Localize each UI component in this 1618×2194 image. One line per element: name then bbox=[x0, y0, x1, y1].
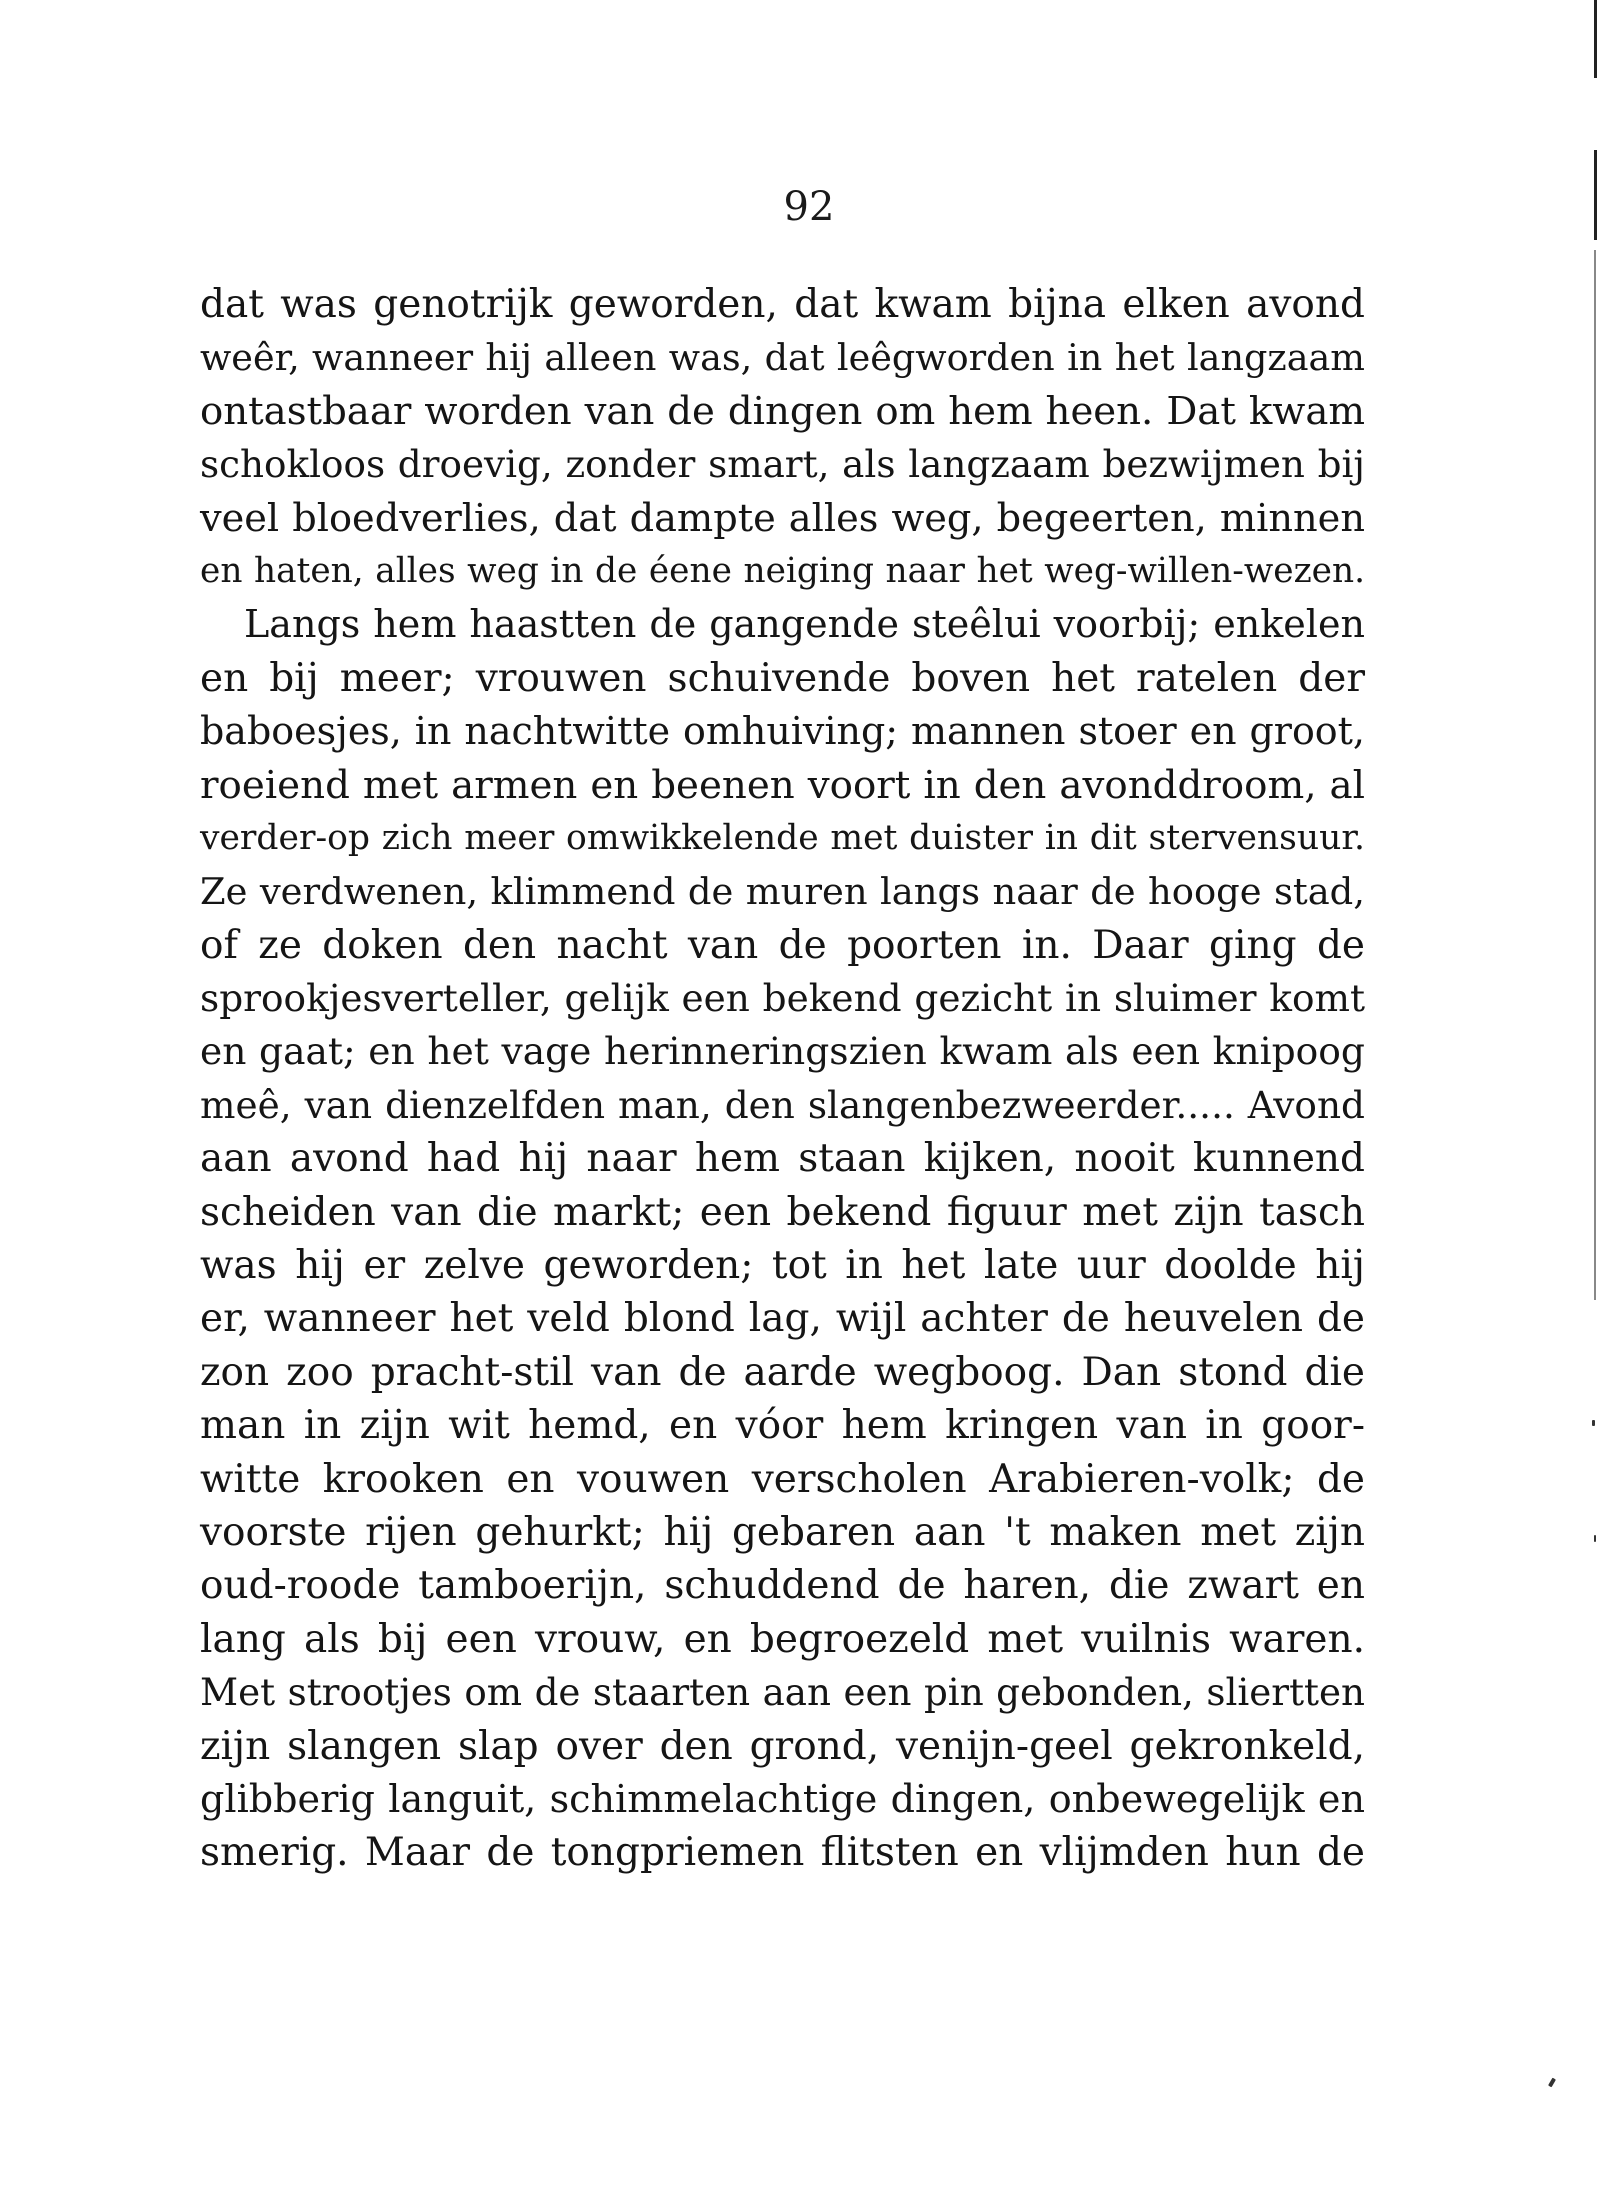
text-line: ontastbaar worden van de dingen om hem heen. Dat kwam bbox=[200, 388, 1365, 434]
text-line: weêr, wanneer hij alleen was, dat leêgworden in het langzaam bbox=[200, 336, 1365, 380]
text-line: voorste rijen gehurkt; hij gebaren aan 't maken met zijn bbox=[200, 1509, 1365, 1555]
text-line: aan avond had hij naar hem staan kijken, nooit kunnend bbox=[200, 1136, 1365, 1182]
text-line: Ze verdwenen, klimmend de muren langs naar de hooge stad, bbox=[200, 870, 1365, 914]
text-line: man in zijn wit hemd, en vóor hem kringen van in goor- bbox=[200, 1403, 1365, 1449]
text-line: en gaat; en het vage herinneringszien kwam als een knipoog bbox=[200, 1029, 1365, 1074]
text-line: en bij meer; vrouwen schuivende boven het ratelen der bbox=[200, 655, 1365, 701]
scan-speck bbox=[1592, 1420, 1595, 1426]
page-edge-mark bbox=[1594, 150, 1597, 240]
text-line: glibberig languit, schimmelachtige dingen, onbewegelijk en bbox=[200, 1776, 1365, 1821]
page-edge-mark bbox=[1594, 0, 1597, 78]
text-line: er, wanneer het veld blond lag, wijl achter de heuvelen de bbox=[200, 1296, 1365, 1342]
text-line: en haten, alles weg in de éene neiging naar het weg-willen-wezen. bbox=[200, 550, 1365, 591]
text-line: oud-roode tamboerijn, schuddend de haren, die zwart en bbox=[200, 1563, 1365, 1609]
text-line: schokloos droevig, zonder smart, als langzaam bezwijmen bij bbox=[200, 442, 1365, 487]
text-line: zon zoo pracht-stil van de aarde wegboog. Dan stond die bbox=[200, 1349, 1365, 1395]
text-line: roeiend met armen en beenen voort in den avonddroom, al bbox=[200, 762, 1365, 808]
text-line: verder-op zich meer omwikkelende met duister in dit stervensuur. bbox=[200, 817, 1365, 858]
text-line: smerig. Maar de tongpriemen flitsten en vlijmden hun de bbox=[200, 1830, 1365, 1876]
page-edge-mark bbox=[1594, 250, 1596, 1300]
text-line: lang als bij een vrouw, en begroezeld met vuilnis waren. bbox=[200, 1616, 1365, 1662]
page-number: 92 bbox=[783, 184, 835, 230]
text-line: of ze doken den nacht van de poorten in. Daar ging de bbox=[200, 922, 1365, 968]
text-line: was hij er zelve geworden; tot in het late uur doolde hij bbox=[200, 1243, 1365, 1289]
text-line: zijn slangen slap over den grond, venijn-geel gekronkeld, bbox=[200, 1723, 1365, 1769]
scan-speck bbox=[1548, 2078, 1556, 2088]
text-line: Langs hem haastten de gangende steêlui voorbij; enkelen bbox=[244, 602, 1365, 647]
text-line: scheiden van die markt; een bekend figuur met zijn tasch bbox=[200, 1189, 1365, 1235]
text-line: baboesjes, in nachtwitte omhuiving; mannen stoer en groot, bbox=[200, 709, 1365, 754]
text-line: dat was genotrijk geworden, dat kwam bijna elken avond bbox=[200, 282, 1365, 327]
text-line: sprookjesverteller, gelijk een bekend gezicht in sluimer komt bbox=[200, 976, 1365, 1021]
body-text bbox=[200, 278, 1365, 1880]
text-line: witte krooken en vouwen verscholen Arabieren-volk; de bbox=[200, 1456, 1365, 1502]
text-line: meê, van dienzelfden man, den slangenbezweerder..... Avond bbox=[200, 1082, 1365, 1127]
scan-speck bbox=[1594, 1535, 1596, 1542]
text-line: veel bloedverlies, dat dampte alles weg, begeerten, minnen bbox=[200, 495, 1365, 541]
text-line: Met strootjes om de staarten aan een pin gebonden, sliertten bbox=[200, 1670, 1365, 1715]
